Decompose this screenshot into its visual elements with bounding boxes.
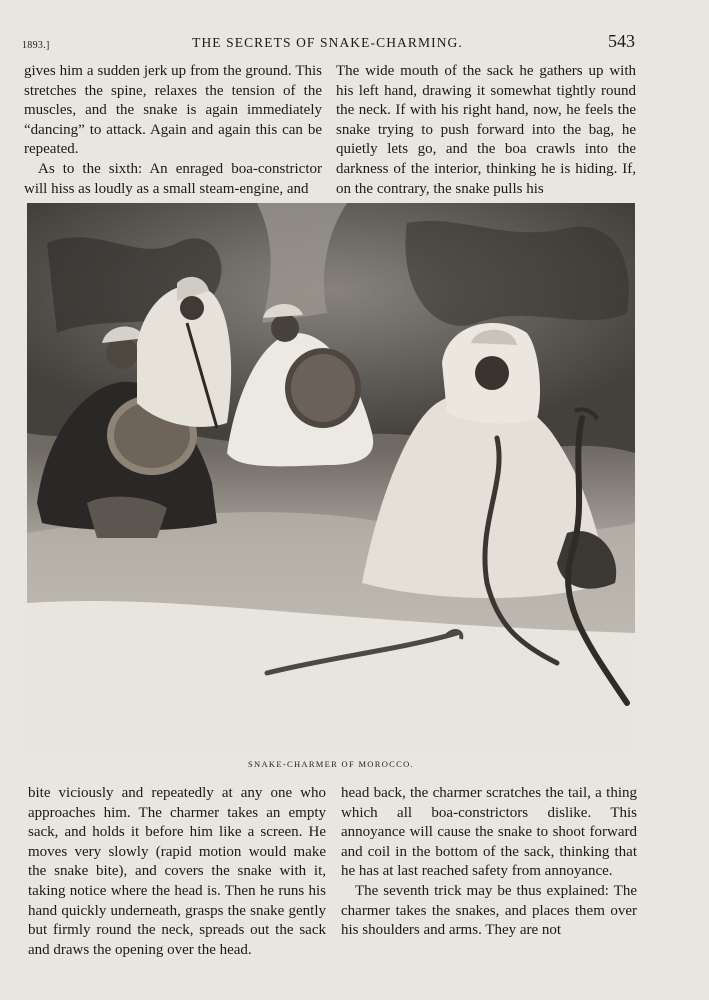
paragraph: The wide mouth of the sack he gathers up with his left hand, drawing it somewhat tightly round the neck. If with his right hand, now, he feels the snake trying to push forward into the bag, he quietly lets go, and the boa crawls into the darkness of the interior, thinking he is hiding. If, on the contrary, the snake pulls his	[336, 63, 636, 197]
text-column-bottom-right	[341, 784, 637, 941]
illustration	[27, 203, 635, 751]
running-header	[22, 31, 635, 52]
paragraph: bite viciously and repeatedly at any one who approaches him. The charmer takes an empty sack, and holds it before him like a screen. He moves very slowly (rapid motion would make the snake bite), and covers the snake with it, taking notice where the head is. Then he runs his hand quickly underneath, grasps the snake gently but firmly round the neck, spreads out the sack and draws the opening over the head.	[28, 785, 326, 958]
text-column-bottom-left	[28, 784, 326, 960]
header-year: 1893.]	[22, 40, 50, 51]
illustration-image	[27, 203, 635, 751]
paragraph: As to the sixth: An enraged boa-constrictor will hiss as loudly as a small steam-engine, and	[24, 160, 322, 197]
paragraph: gives him a sudden jerk up from the ground. This stretches the spine, relaxes the tension of the muscles, and the snake is again immediately “dancing” to attack. Again and again this can be repeated.	[24, 63, 322, 158]
figure-caption: SNAKE-CHARMER OF MOROCCO.	[248, 759, 414, 769]
page-number: 543	[608, 31, 635, 51]
paragraph: head back, the charmer scratches the tail, a thing which all boa-constrictors dislike. This annoyance will cause the snake to shoot forward and coil in the bottom of the sack, thinking that he has at last reached safety from annoyance.	[341, 785, 637, 880]
header-title: THE SECRETS OF SNAKE-CHARMING.	[192, 35, 463, 50]
text-column-top-left	[24, 62, 322, 199]
text-column-top-right	[336, 62, 636, 199]
paragraph: The seventh trick may be thus explained: The charmer takes the snakes, and places them over his shoulders and arms. They are not	[341, 882, 637, 939]
